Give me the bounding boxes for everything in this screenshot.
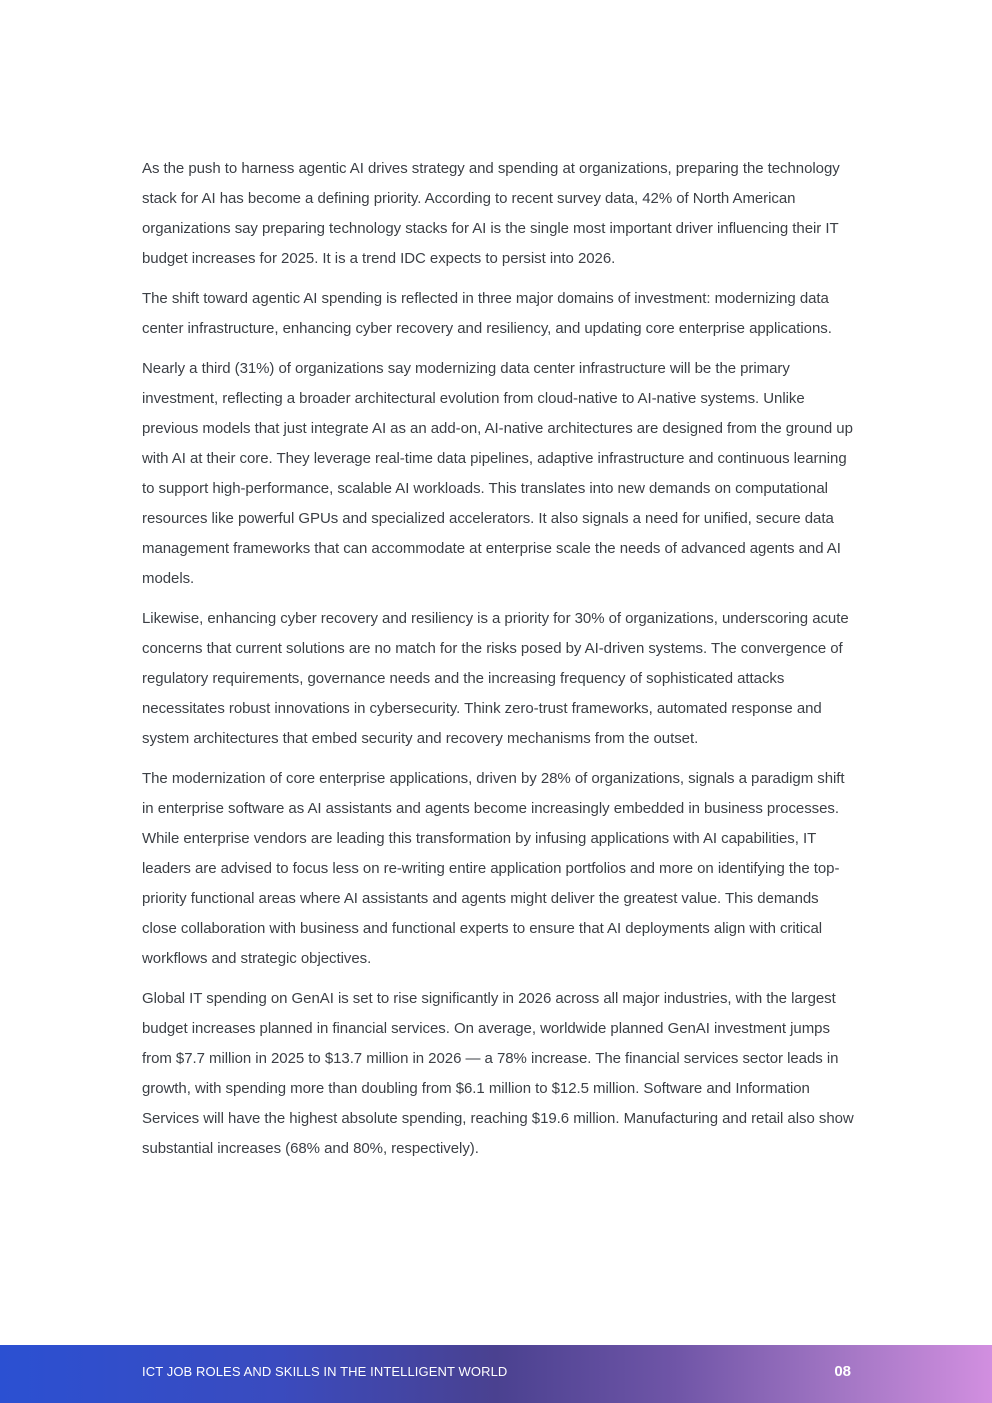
document-body [142,154,854,1174]
footer-document-title: ICT JOB ROLES AND SKILLS IN THE INTELLIGENT WORLD [142,1364,508,1379]
paragraph-investment-domains: The shift toward agentic AI spending is reflected in three major domains of investment: modernizing data center infrastructure, enhancing cyber recovery and resiliency, and updating core enterprise applications. [142,290,832,337]
paragraph-agentic-ai-priority: As the push to harness agentic AI drives strategy and spending at organizations, preparing the technology stack for AI has become a defining priority. According to recent survey data, 42% of North American organizations say preparing technology stacks for AI is the single most important driver influencing their IT budget increases for 2025. It is a trend IDC expects to persist into 2026. [142,160,840,267]
paragraph-cyber-recovery: Likewise, enhancing cyber recovery and resiliency is a priority for 30% of organizations, underscoring acute concerns that current solutions are no match for the risks posed by AI-driven systems. The convergence of regulatory requirements, governance needs and the increasing frequency of sophisticated attacks necessitates robust innovations in cybersecurity. Think zero-trust frameworks, automated response and system architectures that embed security and recovery mechanisms from the outset. [142,610,849,747]
paragraph-data-center-modernization: Nearly a third (31%) of organizations say modernizing data center infrastructure will be the primary investment, reflecting a broader architectural evolution from cloud-native to AI-native systems. Unlike previous models that just integrate AI as an add-on, AI-native architectures are designed from the ground up with AI at their core. They leverage real-time data pipelines, adaptive infrastructure and continuous learning to support high-performance, scalable AI workloads. This translates into new demands on computational resources like powerful GPUs and specialized accelerators. It also signals a need for unified, secure data management frameworks that can accommodate at enterprise scale the needs of advanced agents and AI models. [142,360,853,587]
page-number: 08 [834,1363,851,1380]
paragraph-genai-spending: Global IT spending on GenAI is set to rise significantly in 2026 across all major industries, with the largest budget increases planned in financial services. On average, worldwide planned GenAI investment jumps from $7.7 million in 2025 to $13.7 million in 2026 — a 78% increase. The financial services sector leads in growth, with spending more than doubling from $6.1 million to $12.5 million. Software and Information Services will have the highest absolute spending, reaching $19.6 million. Manufacturing and retail also show substantial increases (68% and 80%, respectively). [142,990,854,1157]
paragraph-enterprise-applications: The modernization of core enterprise applications, driven by 28% of organizations, signals a paradigm shift in enterprise software as AI assistants and agents become increasingly embedded in business processes. While enterprise vendors are leading this transformation by infusing applications with AI capabilities, IT leaders are advised to focus less on re-writing entire application portfolios and more on identifying the top-priority functional areas where AI assistants and agents might deliver the greatest value. This demands close collaboration with business and functional experts to ensure that AI deployments align with critical workflows and strategic objectives. [142,770,845,967]
page-footer [0,1345,992,1403]
